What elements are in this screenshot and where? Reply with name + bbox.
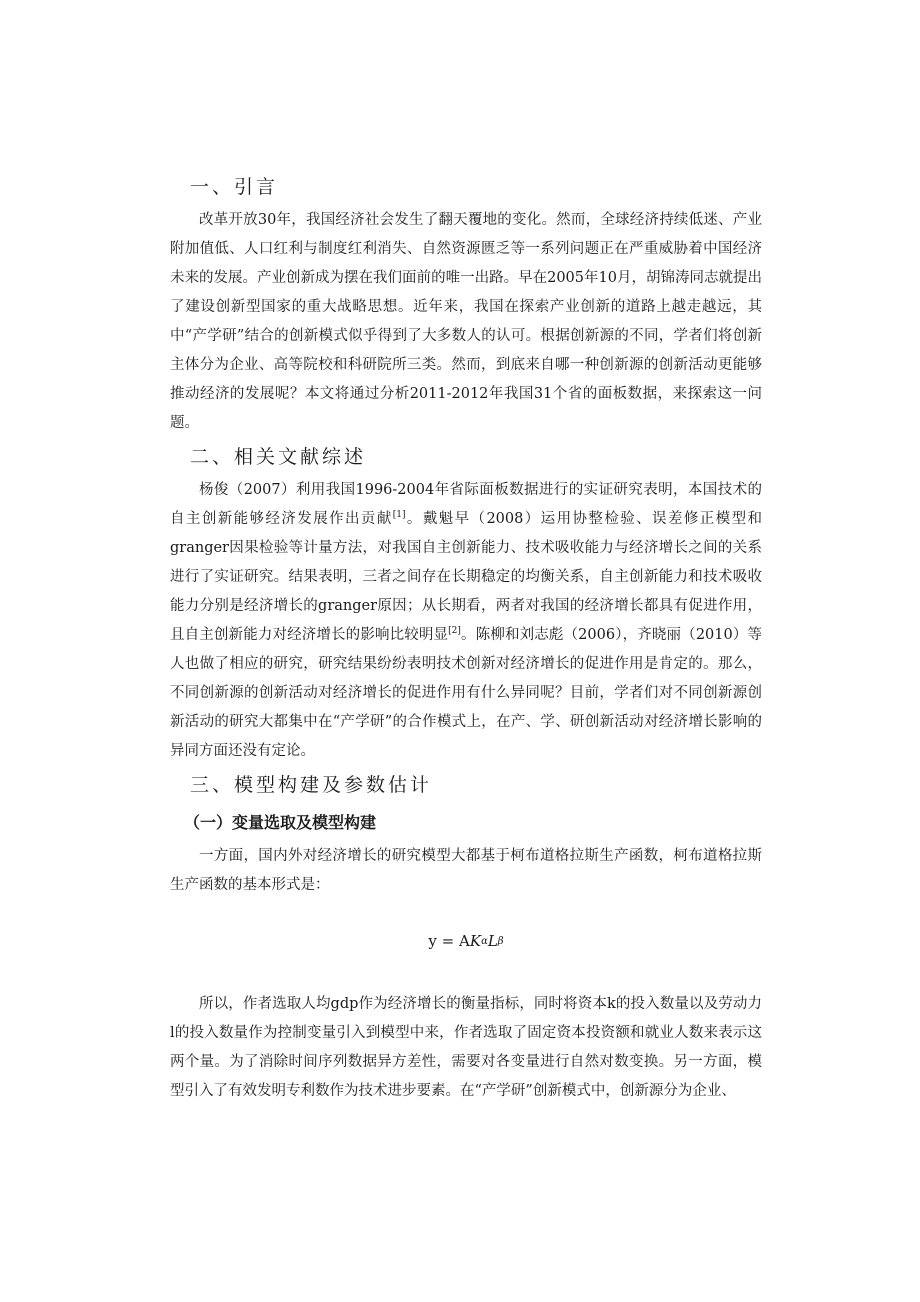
section-heading-intro: 一、引言 — [190, 176, 279, 198]
page-content — [170, 168, 762, 1106]
cobb-douglas-formula — [170, 906, 762, 976]
formula-lhs: y — [428, 932, 437, 950]
subsection-heading-variables: （一）变量选取及模型构建 — [184, 813, 377, 832]
model-paragraph-1: 一方面，国内外对经济增长的研究模型大都基于柯布道格拉斯生产函数，柯布道格拉斯生产函数的基本形式是： — [170, 848, 762, 893]
formula-eq: = A — [436, 932, 470, 950]
formula-l: L — [487, 932, 498, 950]
section-heading-model: 三、模型构建及参数估计 — [190, 774, 433, 796]
section-heading-review: 二、相关文献综述 — [190, 446, 367, 468]
formula-alpha: α — [481, 935, 488, 947]
review-text-part1: 杨俊（2007）利用我国1996-2004年省际面板数据进行的实证研究表明，本国技术的自主创新能够经济发展作出贡献 — [170, 482, 762, 527]
review-text-part2: 。戴魁早（2008）运用协整检验、误差修正模型和granger因果检验等计量方法，对我国自主创新能力、技术吸收能力与经济增长之间的关系进行了实证研究。结果表明，三者之间存在长期稳定的均衡关系，自主创新能力和技术吸收能力分别是经济增长的granger原因；从长期看，两者对我国的经济增长都具有促进作用，且自主创新能力对经济增长的影响比较明显 — [170, 511, 763, 643]
formula-k: K — [469, 932, 482, 950]
intro-paragraph: 改革开放30年，我国经济社会发生了翻天覆地的变化。然而，全球经济持续低迷、产业附加值低、人口红利与制度红利消失、自然资源匮乏等一系列问题正在严重威胁着中国经济未来的发展。产业创新成为摆在我们面前的唯一出路。早在2005年10月，胡锦涛同志就提出了建设创新型国家的重大战略思想。近年来，我国在探索产业创新的道路上越走越远，其中“产学研”结合的创新模式似乎得到了大多数人的认可。根据创新源的不同，学者们将创新主体分为企业、高等院校和科研院所三类。然而，到底来自哪一种创新源的创新活动更能够推动经济的发展呢？本文将通过分析2011-2012年我国31个省的面板数据，来探索这一问题。 — [170, 212, 762, 431]
formula-beta: β — [497, 935, 504, 947]
citation-ref-1[interactable]: [1] — [392, 510, 406, 521]
citation-ref-2[interactable]: [2] — [448, 626, 461, 637]
model-paragraph-2: 所以，作者选取人均gdp作为经济增长的衡量指标，同时将资本k的投入数量以及劳动力l的投入数量作为控制变量引入到模型中来，作者选取了固定资本投资额和就业人数来表示这两个量。为了消除时间序列数据异方差性，需要对各变量进行自然对数变换。另一方面，模型引入了有效发明专利数作为技术进步要素。在“产学研”创新模式中，创新源分为企业、 — [170, 996, 762, 1099]
review-text-part3: 。陈柳和刘志彪（2006），齐晓丽（2010）等人也做了相应的研究，研究结果纷纷表明技术创新对经济增长的促进作用是肯定的。那么，不同创新源的创新活动对经济增长的促进作用有什么异同呢？目前，学者们对不同创新源创新活动的研究大都集中在“产学研”的合作模式上，在产、学、研创新活动对经济增长影响的异同方面还没有定论。 — [170, 627, 762, 759]
review-paragraph — [170, 476, 762, 766]
